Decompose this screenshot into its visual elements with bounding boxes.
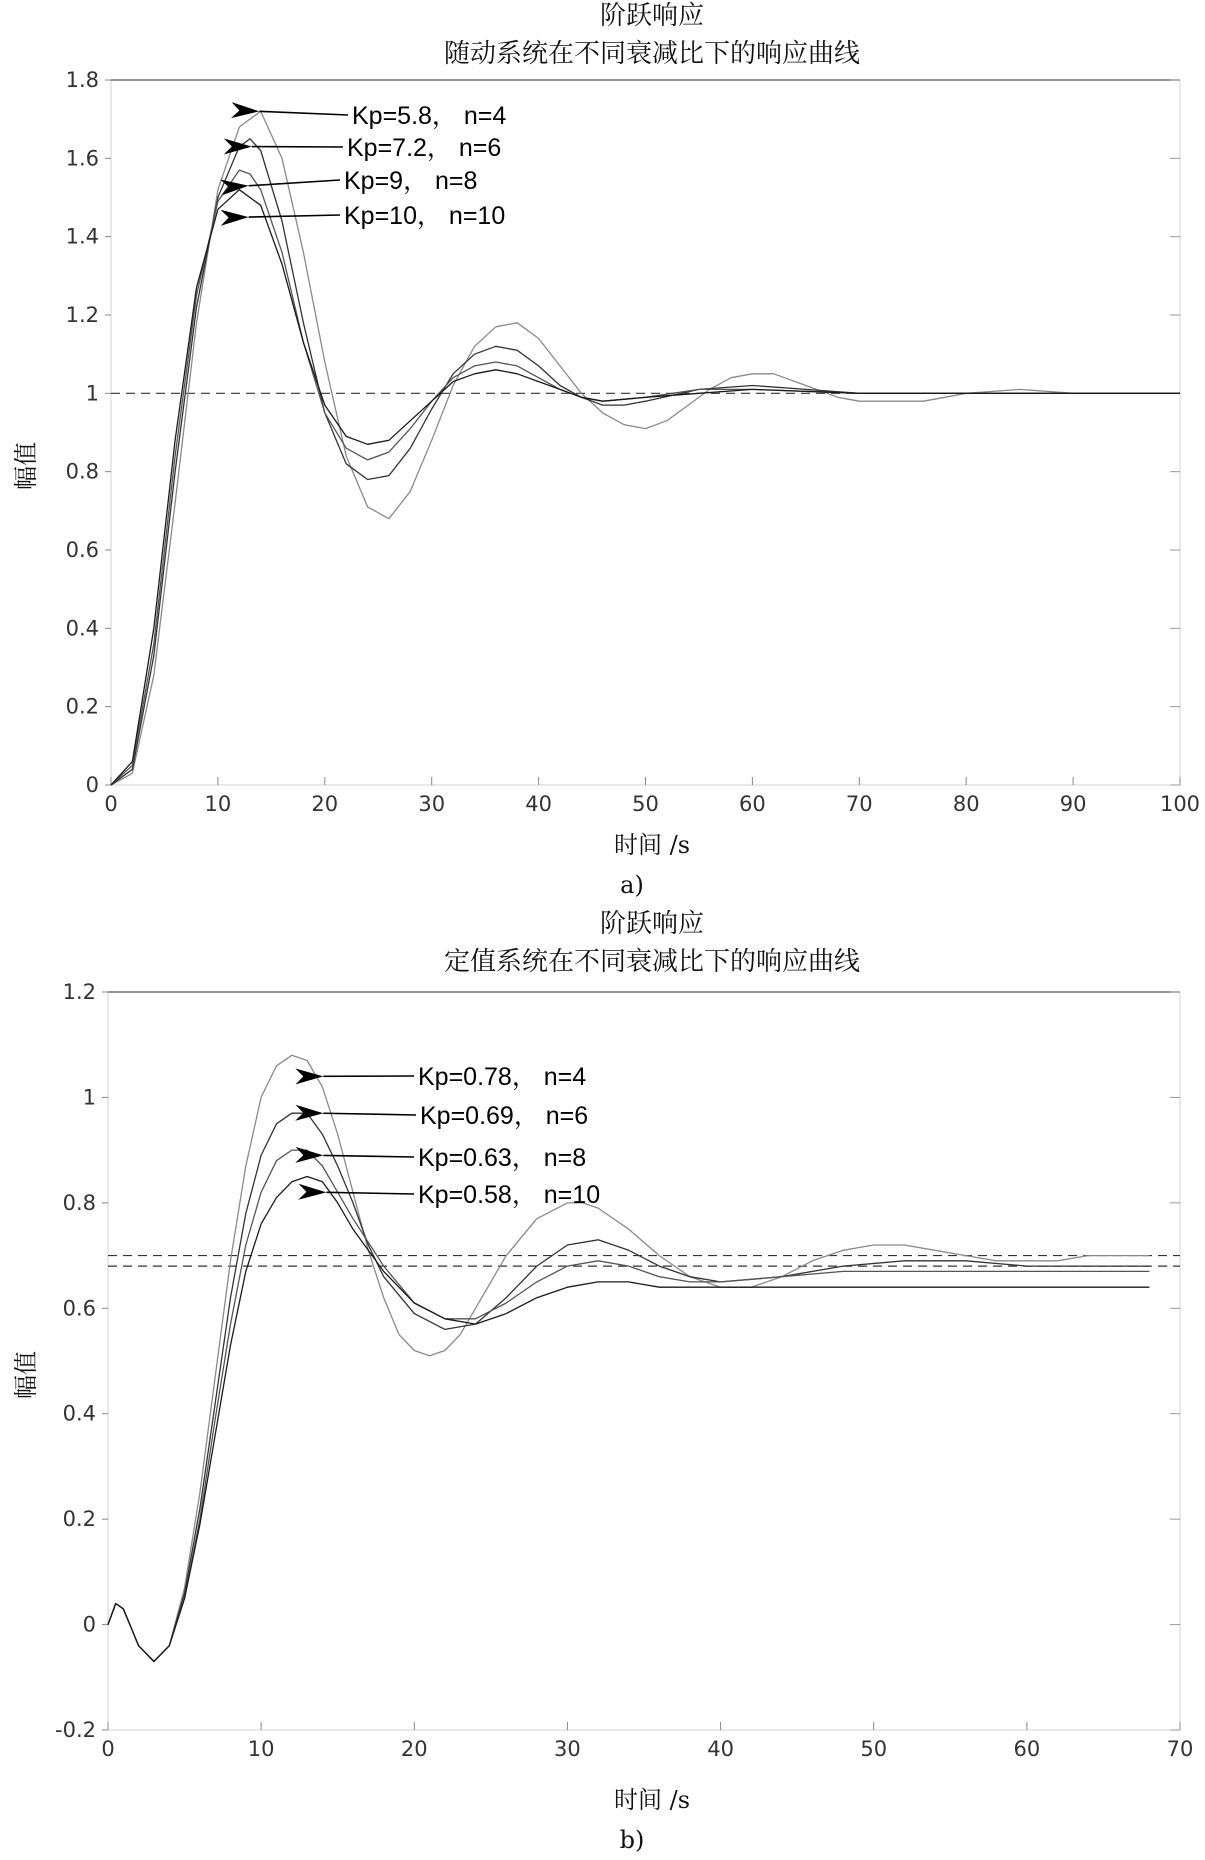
- a-annotation-label: Kp=5.8， n=4: [352, 102, 506, 130]
- b-x-tick-label: 20: [401, 1737, 428, 1761]
- b-y-tick-label: 0.2: [63, 1507, 96, 1531]
- chart-a-series: [111, 111, 1180, 785]
- b-series-line-1: [108, 1055, 1149, 1661]
- a-annotation-label: Kp=10， n=10: [344, 202, 505, 230]
- b-x-tick-label: 10: [248, 1737, 275, 1761]
- chart-b-series: [108, 1055, 1149, 1661]
- a-y-tick-label: 1.8: [66, 68, 99, 92]
- a-y-tick-label: 1: [86, 381, 99, 405]
- a-x-tick-label: 0: [104, 792, 117, 816]
- a-x-tick-label: 80: [953, 792, 980, 816]
- a-annotation-label: Kp=9， n=8: [344, 167, 477, 195]
- a-y-tick-label: 0: [86, 773, 99, 797]
- a-series-line-1: [111, 111, 1180, 785]
- b-series-line-4: [108, 1177, 1149, 1662]
- a-x-tick-label: 60: [739, 792, 766, 816]
- a-annotation-arrow: [249, 215, 340, 217]
- b-annotation-label: Kp=0.69， n=6: [420, 1102, 588, 1130]
- b-y-tick-label: 1: [83, 1085, 96, 1109]
- a-y-tick-label: 1.6: [66, 146, 99, 170]
- b-annotation-label: Kp=0.63， n=8: [418, 1144, 586, 1172]
- b-y-tick-label: 1.2: [63, 980, 96, 1004]
- a-annotation-label: Kp=7.2， n=6: [347, 134, 501, 162]
- b-series-line-3: [108, 1150, 1149, 1661]
- a-y-tick-label: 0.8: [66, 460, 99, 484]
- b-y-tick-label: -0.2: [55, 1718, 96, 1742]
- b-x-tick-label: 70: [1167, 1737, 1194, 1761]
- a-y-tick-label: 1.2: [66, 303, 99, 327]
- b-annotation-label: Kp=0.58， n=10: [418, 1181, 600, 1209]
- a-x-tick-label: 20: [311, 792, 338, 816]
- chart-a-axes: [66, 68, 1200, 816]
- a-annotation-arrow: [259, 111, 348, 115]
- b-x-tick-label: 30: [554, 1737, 581, 1761]
- b-annotation-label: Kp=0.78， n=4: [418, 1063, 586, 1091]
- chart-b-caption: b): [620, 1826, 645, 1854]
- a-y-tick-label: 0.6: [66, 538, 99, 562]
- chart-a-caption: a): [620, 871, 644, 899]
- b-annotation-arrow: [323, 1113, 416, 1115]
- chart-a-x-axis-label: 时间 /s: [614, 831, 690, 859]
- a-y-tick-label: 0.4: [66, 616, 99, 640]
- b-annotation-arrow: [323, 1155, 414, 1157]
- b-series-line-2: [108, 1113, 1149, 1661]
- chart-b-annotations: [323, 1063, 600, 1209]
- a-x-tick-label: 30: [418, 792, 445, 816]
- b-x-tick-label: 50: [860, 1737, 887, 1761]
- a-series-line-4: [111, 190, 1180, 785]
- chart-b-y-axis-label: 幅值: [12, 1351, 40, 1399]
- chart-b-title: 阶跃响应: [600, 909, 704, 939]
- b-plot-frame: [108, 992, 1180, 1730]
- a-x-tick-label: 50: [632, 792, 659, 816]
- chart-a: [12, 1, 1200, 899]
- a-y-tick-label: 1.4: [66, 225, 99, 249]
- chart-b-subtitle: 定值系统在不同衰减比下的响应曲线: [444, 947, 860, 977]
- chart-a-annotations: [249, 102, 507, 230]
- a-x-tick-label: 100: [1160, 792, 1200, 816]
- b-y-tick-label: 0.8: [63, 1191, 96, 1215]
- b-y-tick-label: 0: [83, 1613, 96, 1637]
- chart-a-title: 阶跃响应: [600, 1, 704, 31]
- b-x-tick-label: 0: [101, 1737, 114, 1761]
- b-annotation-arrow: [326, 1192, 414, 1194]
- a-x-tick-label: 40: [525, 792, 552, 816]
- a-x-tick-label: 70: [846, 792, 873, 816]
- b-y-tick-label: 0.4: [63, 1402, 96, 1426]
- a-x-tick-label: 90: [1060, 792, 1087, 816]
- chart-a-subtitle: 随动系统在不同衰减比下的响应曲线: [444, 39, 860, 69]
- a-annotation-arrow: [249, 180, 340, 186]
- chart-a-y-axis-label: 幅值: [12, 442, 40, 490]
- a-x-tick-label: 10: [205, 792, 232, 816]
- a-y-tick-label: 0.2: [66, 695, 99, 719]
- b-y-tick-label: 0.6: [63, 1296, 96, 1320]
- b-x-tick-label: 60: [1013, 1737, 1040, 1761]
- chart-b-x-axis-label: 时间 /s: [614, 1786, 690, 1814]
- b-x-tick-label: 40: [707, 1737, 734, 1761]
- chart-b: [12, 909, 1193, 1854]
- a-series-line-3: [111, 170, 1180, 785]
